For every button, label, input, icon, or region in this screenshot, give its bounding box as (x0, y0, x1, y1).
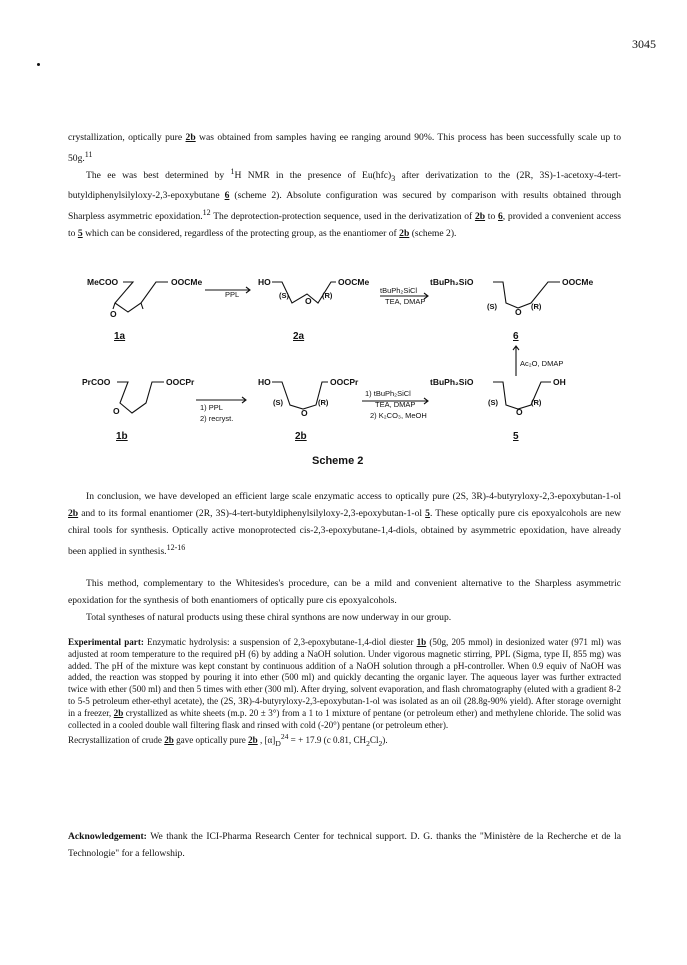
superscript: 24 (280, 732, 289, 742)
reagent-tea-dmap: TEA, DMAP (375, 400, 416, 409)
text: after derivatization to the (2R, 3S)-1-acetoxy-4-tert-butyldiphenylsilyloxy-2,3-epoxybutane (68, 170, 622, 202)
bond-skeleton-5 (493, 382, 551, 409)
paragraph-intro (68, 129, 621, 167)
reagent-silyl-chloride: tBuPh₂SiCl (380, 286, 418, 295)
substituent-silyl-ether: tBuPh₂SiO (430, 277, 474, 287)
compound-ref: 2b (399, 228, 410, 240)
stereo-s: (S) (488, 398, 498, 407)
stereo-r: (R) (531, 398, 542, 407)
substituent-prcoo: PrCOO (82, 377, 111, 387)
reaction-arrow-5-to-6 (513, 346, 519, 376)
margin-dot (37, 63, 40, 66)
text: . These optically pure cis epoxyalcohols are new chiral tools for synthesis. Optically active monoprotected cis-2,3-epoxybutane-1,4-diols, obtained by asymmetric epoxidation, have already been applied in synthesis. (68, 508, 622, 558)
compound-label-1a: 1a (114, 331, 126, 342)
substituent-oh: OH (553, 377, 566, 387)
page-number: 3045 (632, 37, 656, 51)
text: H NMR in the presence of Eu(hfc) (234, 170, 392, 182)
experimental-section (68, 637, 621, 750)
compound-ref: 2b (248, 735, 258, 746)
reagent-silyl-step: 1) tBuPh₂SiCl (365, 389, 411, 398)
substituent-mecoo: MeCOO (87, 277, 119, 287)
compound-label-2a: 2a (293, 331, 305, 342)
compound-label-6: 6 (513, 331, 519, 342)
text: The ee was best determined by (86, 170, 231, 182)
compound-ref: 1b (416, 637, 427, 647)
stereo-r: (R) (531, 302, 542, 311)
subscript: 2 (366, 739, 370, 749)
acknowledgement-heading: Acknowledgement: (68, 831, 147, 842)
epoxide-oxygen: O (301, 408, 308, 418)
compound-label-5: 5 (513, 431, 519, 442)
reagent-deprotection-step: 2) K₂CO₃, MeOH (370, 411, 427, 420)
reagent-ppl-step: 1) PPL (200, 403, 223, 412)
text: and to its formal enantiomer (2R, 3S)-4-tert-butyldiphenylsilyloxy-2,3-epoxybutan-1-ol (78, 508, 426, 519)
epoxide-oxygen: O (516, 407, 523, 417)
stereo-s: (S) (279, 291, 289, 300)
paragraph-total-syntheses: Total syntheses of natural products using these chiral synthons are now underway in our group. (86, 612, 452, 623)
text: Cl (369, 735, 379, 746)
stereo-r: (R) (322, 291, 333, 300)
compound-ref: 6 (224, 190, 230, 202)
compound-ref: 2b (113, 707, 124, 718)
substituent-oocpr: OOCPr (330, 377, 359, 387)
text: (scheme 2). Absolute configuration was secured by comparison with results obtained through Sharpless asymmetric epoxidation. (68, 190, 621, 223)
reagent-recryst-step: 2) recryst. (200, 414, 234, 423)
citation: 12-16 (166, 543, 186, 552)
reagent-ac2o-dmap: Ac₂O, DMAP (520, 359, 564, 368)
text: ). (382, 735, 388, 746)
subscript: 3 (391, 174, 396, 184)
compound-ref: 2b (474, 211, 486, 223)
paragraph-ee (68, 163, 621, 242)
compound-label-1b: 1b (116, 431, 128, 442)
compound-ref: 2b (164, 735, 174, 746)
epoxide-oxygen: O (305, 296, 312, 306)
substituent-ho: HO (258, 377, 271, 387)
text: gave optically pure (173, 735, 249, 746)
scheme-2-diagram (0, 268, 687, 473)
experimental-heading: Experimental part: (68, 637, 144, 647)
stereo-r: (R) (318, 398, 329, 407)
compound-ref: 6 (497, 211, 503, 223)
bond-skeleton-1b (117, 382, 164, 413)
text: (50g, 205 mmol) in desionized water (971 ml) was adjusted at room temperature to the required pH (6) by adding a NaOH solution. Under vigorous magnetic stirring, PPL (Sigma, type II, 855 mg) was added. The pH of the mixture was kept constant by continuous addition of a NaOH solution through a pH-controller. When 0.9 equiv of NaOH was added, the reaction was stopped by pouring it into ether (500 ml) and quickly decanting the organic layer. The aqueous layer was further extracted twice with ether (500 ml) and then 5 times with ether (300 ml). After drying, solvent evaporation, and flash chromatography (eluted with a gradient 8-2 to 5-5 petroleum ether-ethyl acetate), the (2S, 3R)-4-butyryloxy-2,3-epoxybutan-1-ol was isolated as an oil (28.8g-90% yield). After storage overnight in a freezer, (68, 637, 622, 718)
compound-ref: 2b (185, 132, 196, 143)
bond-skeleton-6 (493, 282, 560, 308)
text: was obtained from samples having ee ranging around 90%. This process has been successfully scale up to 50g. (68, 132, 621, 165)
compound-ref: 5 (77, 228, 83, 240)
text: , [α] (257, 735, 276, 746)
epoxide-oxygen: O (113, 406, 120, 416)
substituent-oocme: OOCMe (562, 277, 594, 287)
text: to (485, 211, 498, 223)
text: crystallized as white sheets (m.p. 20 ± 3°) from a 1 to 1 mixture of pentane (or petroleum ether) and methylene chloride. The solid was collected in a cooled double wall filtering flask and rinsed with cold (-20°) pentane (or petroleum ether). (68, 707, 621, 730)
bond-skeleton-1a (115, 282, 168, 312)
substituent-oocme: OOCMe (171, 277, 203, 287)
compound-ref: 2b (68, 508, 79, 519)
substituent-oocpr: OOCPr (166, 377, 195, 387)
text: crystallization, optically pure (68, 132, 186, 143)
compound-label-2b: 2b (295, 431, 307, 442)
substituent-silyl-ether: tBuPh₂SiO (430, 377, 474, 387)
stereo-s: (S) (273, 398, 283, 407)
text: = + 17.9 (c 0.81, CH (288, 735, 367, 746)
text: , provided a convenient access to (68, 211, 621, 240)
epoxide-oxygen: O (515, 307, 522, 317)
reagent-tea-dmap: TEA, DMAP (385, 297, 426, 306)
text: The deprotection-protection sequence, used in the derivatization of (210, 211, 475, 223)
epoxide-bonds-1a (113, 303, 143, 309)
compound-ref: 5 (425, 508, 430, 519)
scheme-caption: Scheme 2 (312, 455, 364, 467)
text: Enzymatic hydrolysis: a suspension of 2,3-epoxybutane-1,4-diol diester (143, 637, 417, 647)
paragraph-conclusion (68, 488, 621, 560)
subscript: 2 (378, 739, 383, 749)
reagent-ppl: PPL (225, 290, 240, 299)
acknowledgement (68, 828, 621, 862)
substituent-oocme: OOCMe (338, 277, 370, 287)
substituent-ho: HO (258, 277, 271, 287)
text: which can be considered, regardless of the protecting group, as the enantiomer of (82, 228, 400, 240)
subscript: D (275, 739, 281, 749)
superscript: 1 (230, 167, 235, 176)
text: We thank the ICI-Pharma Research Center for technical support. D. G. thanks the "Ministère de la Recherche et de la Technologie" for a fellowship. (68, 831, 621, 859)
citation: 12 (202, 208, 211, 218)
text: Recrystallization of crude (68, 735, 165, 746)
paragraph-method: This method, complementary to the Whitesides's procedure, can be a mild and convenient alternative to the Sharpless asymmetric epoxidation for the synthesis of both enantiomers of optically pure cis epoxyalcohols. (68, 578, 621, 606)
stereo-s: (S) (487, 302, 497, 311)
text: In conclusion, we have developed an efficient large scale enzymatic access to optically pure (2S, 3R)-4-butyryloxy-2,3-epoxybutan-1-ol (86, 491, 621, 502)
epoxide-oxygen: O (110, 309, 117, 319)
citation: 11 (84, 150, 93, 159)
text: (scheme 2). (409, 228, 457, 240)
